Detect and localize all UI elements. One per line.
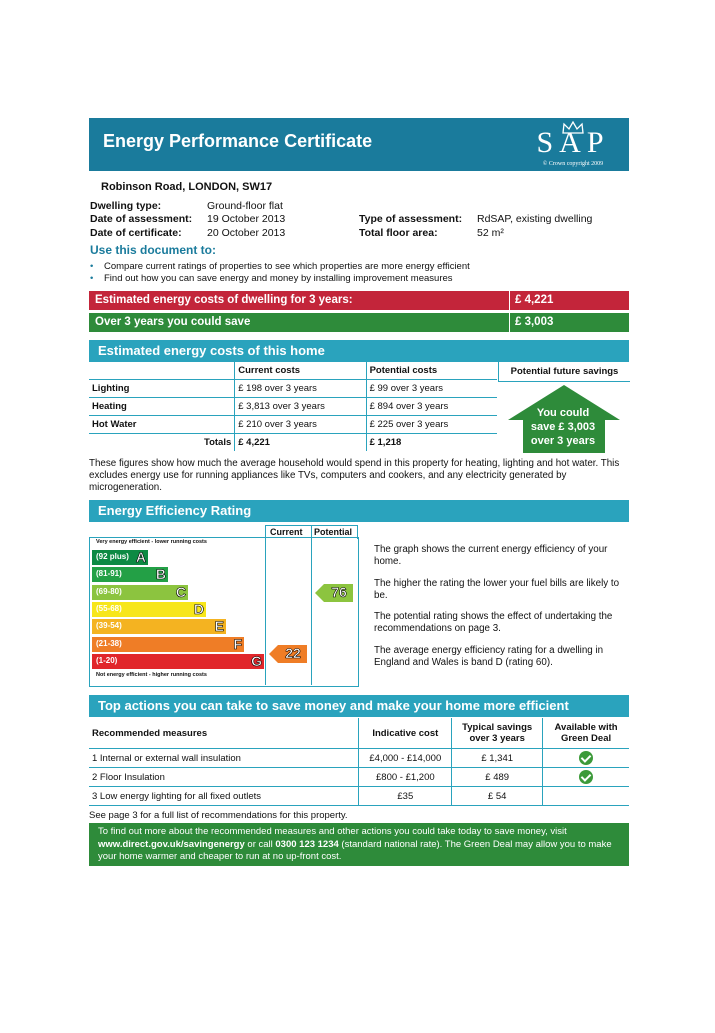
cost-row-current: £ 198 over 3 years bbox=[235, 380, 366, 398]
savings-arrow bbox=[505, 384, 623, 454]
use-bullet-2: • Find out how you can save energy and money by installing improvement measures bbox=[90, 273, 453, 284]
rating-band-a bbox=[92, 550, 148, 565]
measure-saving: £ 489 bbox=[452, 768, 543, 787]
table-row bbox=[89, 768, 629, 787]
type-assessment-value: RdSAP, existing dwelling bbox=[477, 213, 593, 225]
totals-label: Totals bbox=[203, 437, 232, 448]
measures-header: Recommended measures bbox=[89, 718, 359, 749]
rating-band-f bbox=[92, 637, 244, 652]
savings-header: Typical savings over 3 years bbox=[452, 718, 543, 749]
savings-value: £ 3,003 bbox=[515, 316, 554, 328]
property-address: Robinson Road, LONDON, SW17 bbox=[101, 181, 273, 193]
footer-text: To find out more about the recommended measures and other actions you could take today to save money, visit www.direct.gov.uk/savingenergy or call 0300 123 1234 (standard national rate). The Green Deal may allow you to make your home warmer and cheaper to run at no up-front cost. bbox=[98, 826, 612, 862]
rating-text-1: The graph shows the current energy efficiency of your home. bbox=[374, 544, 608, 567]
energy-rating-chart bbox=[89, 523, 359, 687]
cost-row-current: £ 210 over 3 years bbox=[235, 416, 366, 434]
current-costs-header: Current costs bbox=[235, 362, 366, 380]
table-row bbox=[89, 787, 629, 806]
potential-rating-value: 76 bbox=[331, 583, 347, 600]
cost-row-potential: £ 894 over 3 years bbox=[366, 398, 497, 416]
certificate-title: Energy Performance Certificate bbox=[103, 131, 373, 151]
future-savings-header: Potential future savings bbox=[498, 362, 630, 382]
cost-row-label: Hot Water bbox=[89, 416, 235, 434]
table-row bbox=[89, 380, 497, 398]
date-assessment-label: Date of assessment: bbox=[90, 213, 193, 225]
recommendations-note: See page 3 for a full list of recommendations for this property. bbox=[89, 810, 348, 821]
rating-text-4: The average energy efficiency rating for a dwelling in England and Wales is band D (rating 60). bbox=[374, 645, 604, 668]
sap-copyright: © Crown copyright 2009 bbox=[542, 161, 604, 167]
footer-info-box bbox=[89, 823, 629, 866]
band-letter: A bbox=[135, 549, 146, 565]
band-range: (21-38) bbox=[96, 638, 122, 648]
savings-arrow-text: You could save £ 3,003 over 3 years bbox=[530, 407, 596, 447]
date-certificate-label: Date of certificate: bbox=[90, 227, 182, 239]
band-range: (92 plus) bbox=[96, 552, 129, 561]
costs-section-header bbox=[89, 340, 629, 362]
rating-band-g bbox=[92, 654, 264, 669]
cost-row-label: Heating bbox=[89, 398, 235, 416]
estimated-costs-label: Estimated energy costs of dwelling for 3 years: bbox=[95, 294, 353, 306]
certificate-header bbox=[89, 118, 629, 171]
band-letter: C bbox=[175, 583, 186, 600]
rating-text-2: The higher the rating the lower your fuel bills are likely to be. bbox=[374, 578, 620, 601]
rating-bottom-note: Not energy efficient - higher running costs bbox=[96, 672, 207, 678]
rating-potential-header: Potential bbox=[314, 527, 353, 537]
totals-potential: £ 1,218 bbox=[366, 434, 497, 452]
measure-saving: £ 1,341 bbox=[452, 749, 543, 768]
dwelling-type-value: Ground-floor flat bbox=[207, 200, 283, 212]
measure-cost: £35 bbox=[359, 787, 452, 806]
band-range: (69-80) bbox=[96, 586, 122, 596]
savings-label: Over 3 years you could save bbox=[95, 316, 251, 328]
savings-bar bbox=[89, 313, 629, 332]
cost-row-potential: £ 225 over 3 years bbox=[366, 416, 497, 434]
table-row bbox=[89, 749, 629, 768]
band-letter: D bbox=[193, 600, 204, 617]
type-assessment-label: Type of assessment: bbox=[359, 213, 463, 225]
use-document-title: Use this document to: bbox=[90, 243, 217, 257]
rating-section-title: Energy Efficiency Rating bbox=[98, 503, 252, 518]
costs-section-title: Estimated energy costs of this home bbox=[98, 343, 325, 358]
measure-name: 1 Internal or external wall insulation bbox=[89, 749, 359, 768]
rating-band-e bbox=[92, 619, 226, 634]
sap-logo bbox=[527, 118, 619, 171]
rating-top-note: Very energy efficient - lower running costs bbox=[96, 539, 207, 545]
rating-band-c bbox=[92, 585, 188, 600]
measure-saving: £ 54 bbox=[452, 787, 543, 806]
actions-section-header bbox=[89, 695, 629, 717]
band-range: (1-20) bbox=[96, 655, 118, 665]
costs-table bbox=[89, 362, 497, 451]
measure-name: 2 Floor Insulation bbox=[89, 768, 359, 787]
totals-current: £ 4,221 bbox=[235, 434, 366, 452]
date-assessment-value: 19 October 2013 bbox=[207, 213, 286, 225]
rating-current-header: Current bbox=[270, 527, 303, 537]
totals-row bbox=[89, 434, 497, 452]
rating-text-3: The potential rating shows the effect of undertaking the recommendations on page 3. bbox=[374, 611, 613, 634]
actions-section-title: Top actions you can take to save money and make your home more efficient bbox=[98, 698, 569, 713]
costs-explanation: These figures show how much the average household would spend in this property for heating, lighting and hot water. This excludes energy use for running appliances like TVs, computers and cookers, and any electricity generated by microgeneration. bbox=[89, 458, 620, 493]
floor-area-label: Total floor area: bbox=[359, 227, 438, 239]
band-range: (55-68) bbox=[96, 603, 122, 613]
rating-band-b bbox=[92, 567, 168, 582]
cost-row-label: Lighting bbox=[89, 380, 235, 398]
band-range: (39-54) bbox=[96, 621, 122, 631]
use-bullet-1: • Compare current ratings of properties to see which properties are more energy efficient bbox=[90, 261, 470, 272]
actions-table bbox=[89, 718, 629, 806]
green-deal-header: Available with Green Deal bbox=[543, 718, 629, 749]
phone-number: 0300 123 1234 bbox=[275, 838, 339, 850]
potential-rating-marker bbox=[315, 584, 353, 607]
savingenergy-link[interactable]: www.direct.gov.uk/savingenergy bbox=[98, 838, 245, 850]
measure-cost: £4,000 - £14,000 bbox=[359, 749, 452, 768]
check-icon bbox=[579, 770, 593, 784]
rating-section-header bbox=[89, 500, 629, 522]
floor-area-value: 52 m² bbox=[477, 227, 504, 239]
potential-costs-header: Potential costs bbox=[366, 362, 497, 380]
band-letter: G bbox=[251, 652, 262, 669]
cost-row-current: £ 3,813 over 3 years bbox=[235, 398, 366, 416]
sap-logo-text: SAP bbox=[536, 126, 610, 159]
current-rating-value: 22 bbox=[285, 644, 301, 661]
actions-header-row bbox=[89, 718, 629, 749]
measure-name: 3 Low energy lighting for all fixed outlets bbox=[89, 787, 359, 806]
costs-header-row bbox=[89, 362, 497, 380]
table-row bbox=[89, 416, 497, 434]
date-certificate-value: 20 October 2013 bbox=[207, 227, 286, 239]
check-icon bbox=[579, 751, 593, 765]
table-row bbox=[89, 398, 497, 416]
band-letter: E bbox=[214, 618, 224, 635]
band-letter: B bbox=[155, 566, 166, 583]
estimated-costs-value: £ 4,221 bbox=[515, 294, 554, 306]
measure-cost: £800 - £1,200 bbox=[359, 768, 452, 787]
rating-band-d bbox=[92, 602, 206, 617]
current-rating-marker bbox=[269, 645, 307, 668]
band-letter: F bbox=[233, 635, 242, 652]
band-range: (81-91) bbox=[96, 569, 122, 579]
estimated-costs-bar bbox=[89, 291, 629, 310]
dwelling-type-label: Dwelling type: bbox=[90, 200, 162, 212]
cost-row-potential: £ 99 over 3 years bbox=[366, 380, 497, 398]
cost-header: Indicative cost bbox=[359, 718, 452, 749]
